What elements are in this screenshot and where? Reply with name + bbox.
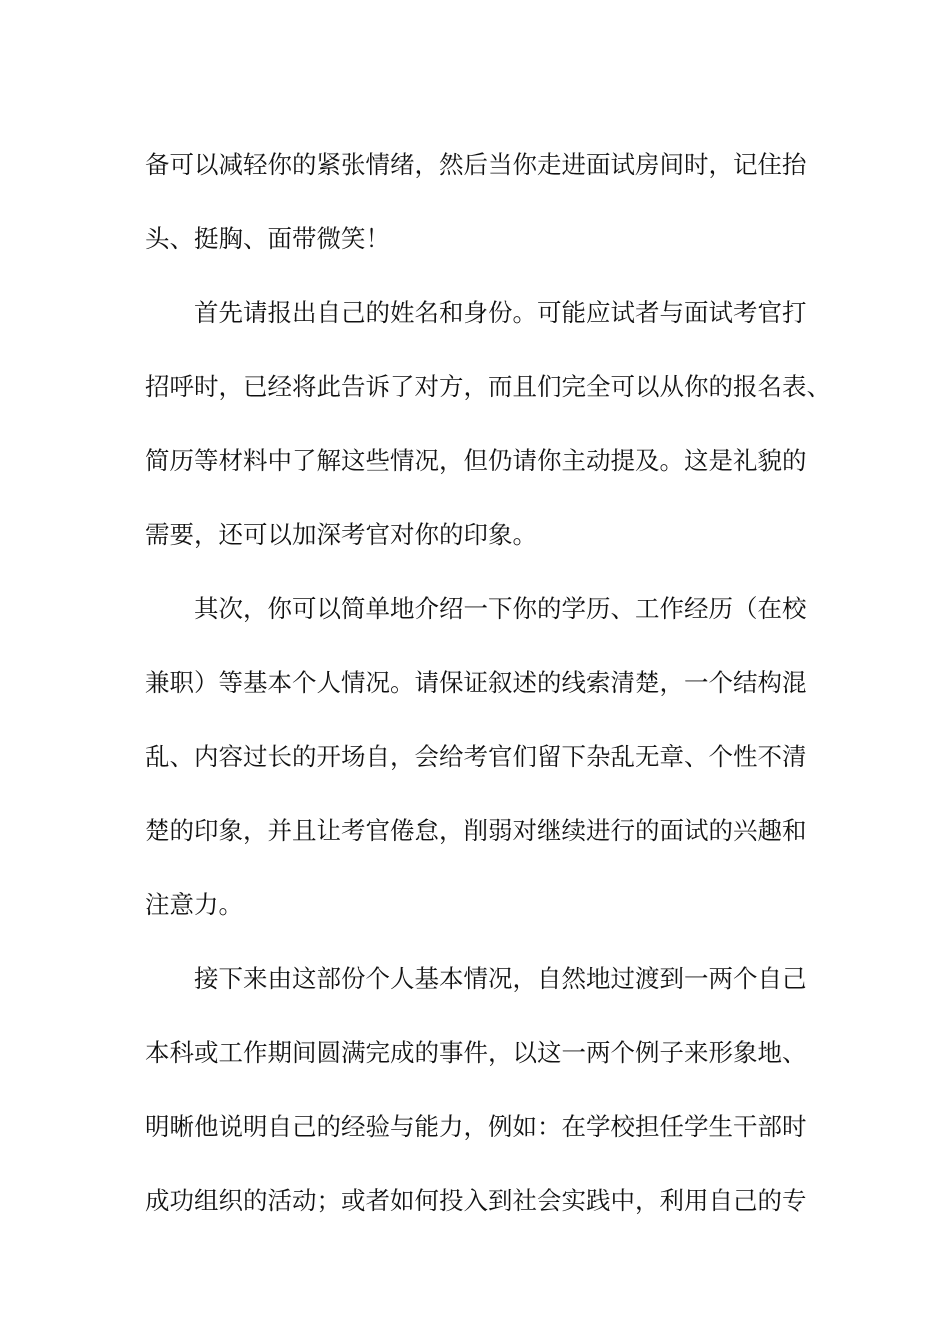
text-line: 注意力。 [145, 890, 243, 919]
text-line: 简历等材料中了解这些情况，但仍请你主动提及。这是礼貌的 [145, 446, 807, 475]
text-line: 楚的印象，并且让考官倦怠，削弱对继续进行的面试的兴趣和 [145, 816, 807, 845]
body-text [145, 128, 831, 1238]
text-line: 招呼时，已经将此告诉了对方，而且们完全可以从你的报名表、 [145, 372, 831, 401]
text-line: 乱、内容过长的开场自，会给考官们留下杂乱无章、个性不清 [145, 742, 807, 771]
text-line: 本科或工作期间圆满完成的事件，以这一两个例子来形象地、 [145, 1038, 807, 1067]
text-line: 备可以减轻你的紧张情绪，然后当你走进面试房间时，记住抬 [145, 150, 807, 179]
paragraph-first-line: 首先请报出自己的姓名和身份。可能应试者与面试考官打 [194, 298, 807, 327]
text-line: 明晰他说明自己的经验与能力，例如：在学校担任学生干部时 [145, 1112, 807, 1141]
paragraph-first-line: 接下来由这部份个人基本情况，自然地过渡到一两个自己 [194, 964, 807, 993]
paragraph-first-line: 其次，你可以简单地介绍一下你的学历、工作经历（在校 [194, 594, 807, 623]
text-line: 成功组织的活动；或者如何投入到社会实践中，利用自己的专 [145, 1186, 807, 1215]
text-line: 头、挺胸、面带微笑！ [145, 224, 390, 253]
text-line: 需要，还可以加深考官对你的印象。 [145, 520, 537, 549]
text-line: 兼职）等基本个人情况。请保证叙述的线索清楚，一个结构混 [145, 668, 807, 697]
